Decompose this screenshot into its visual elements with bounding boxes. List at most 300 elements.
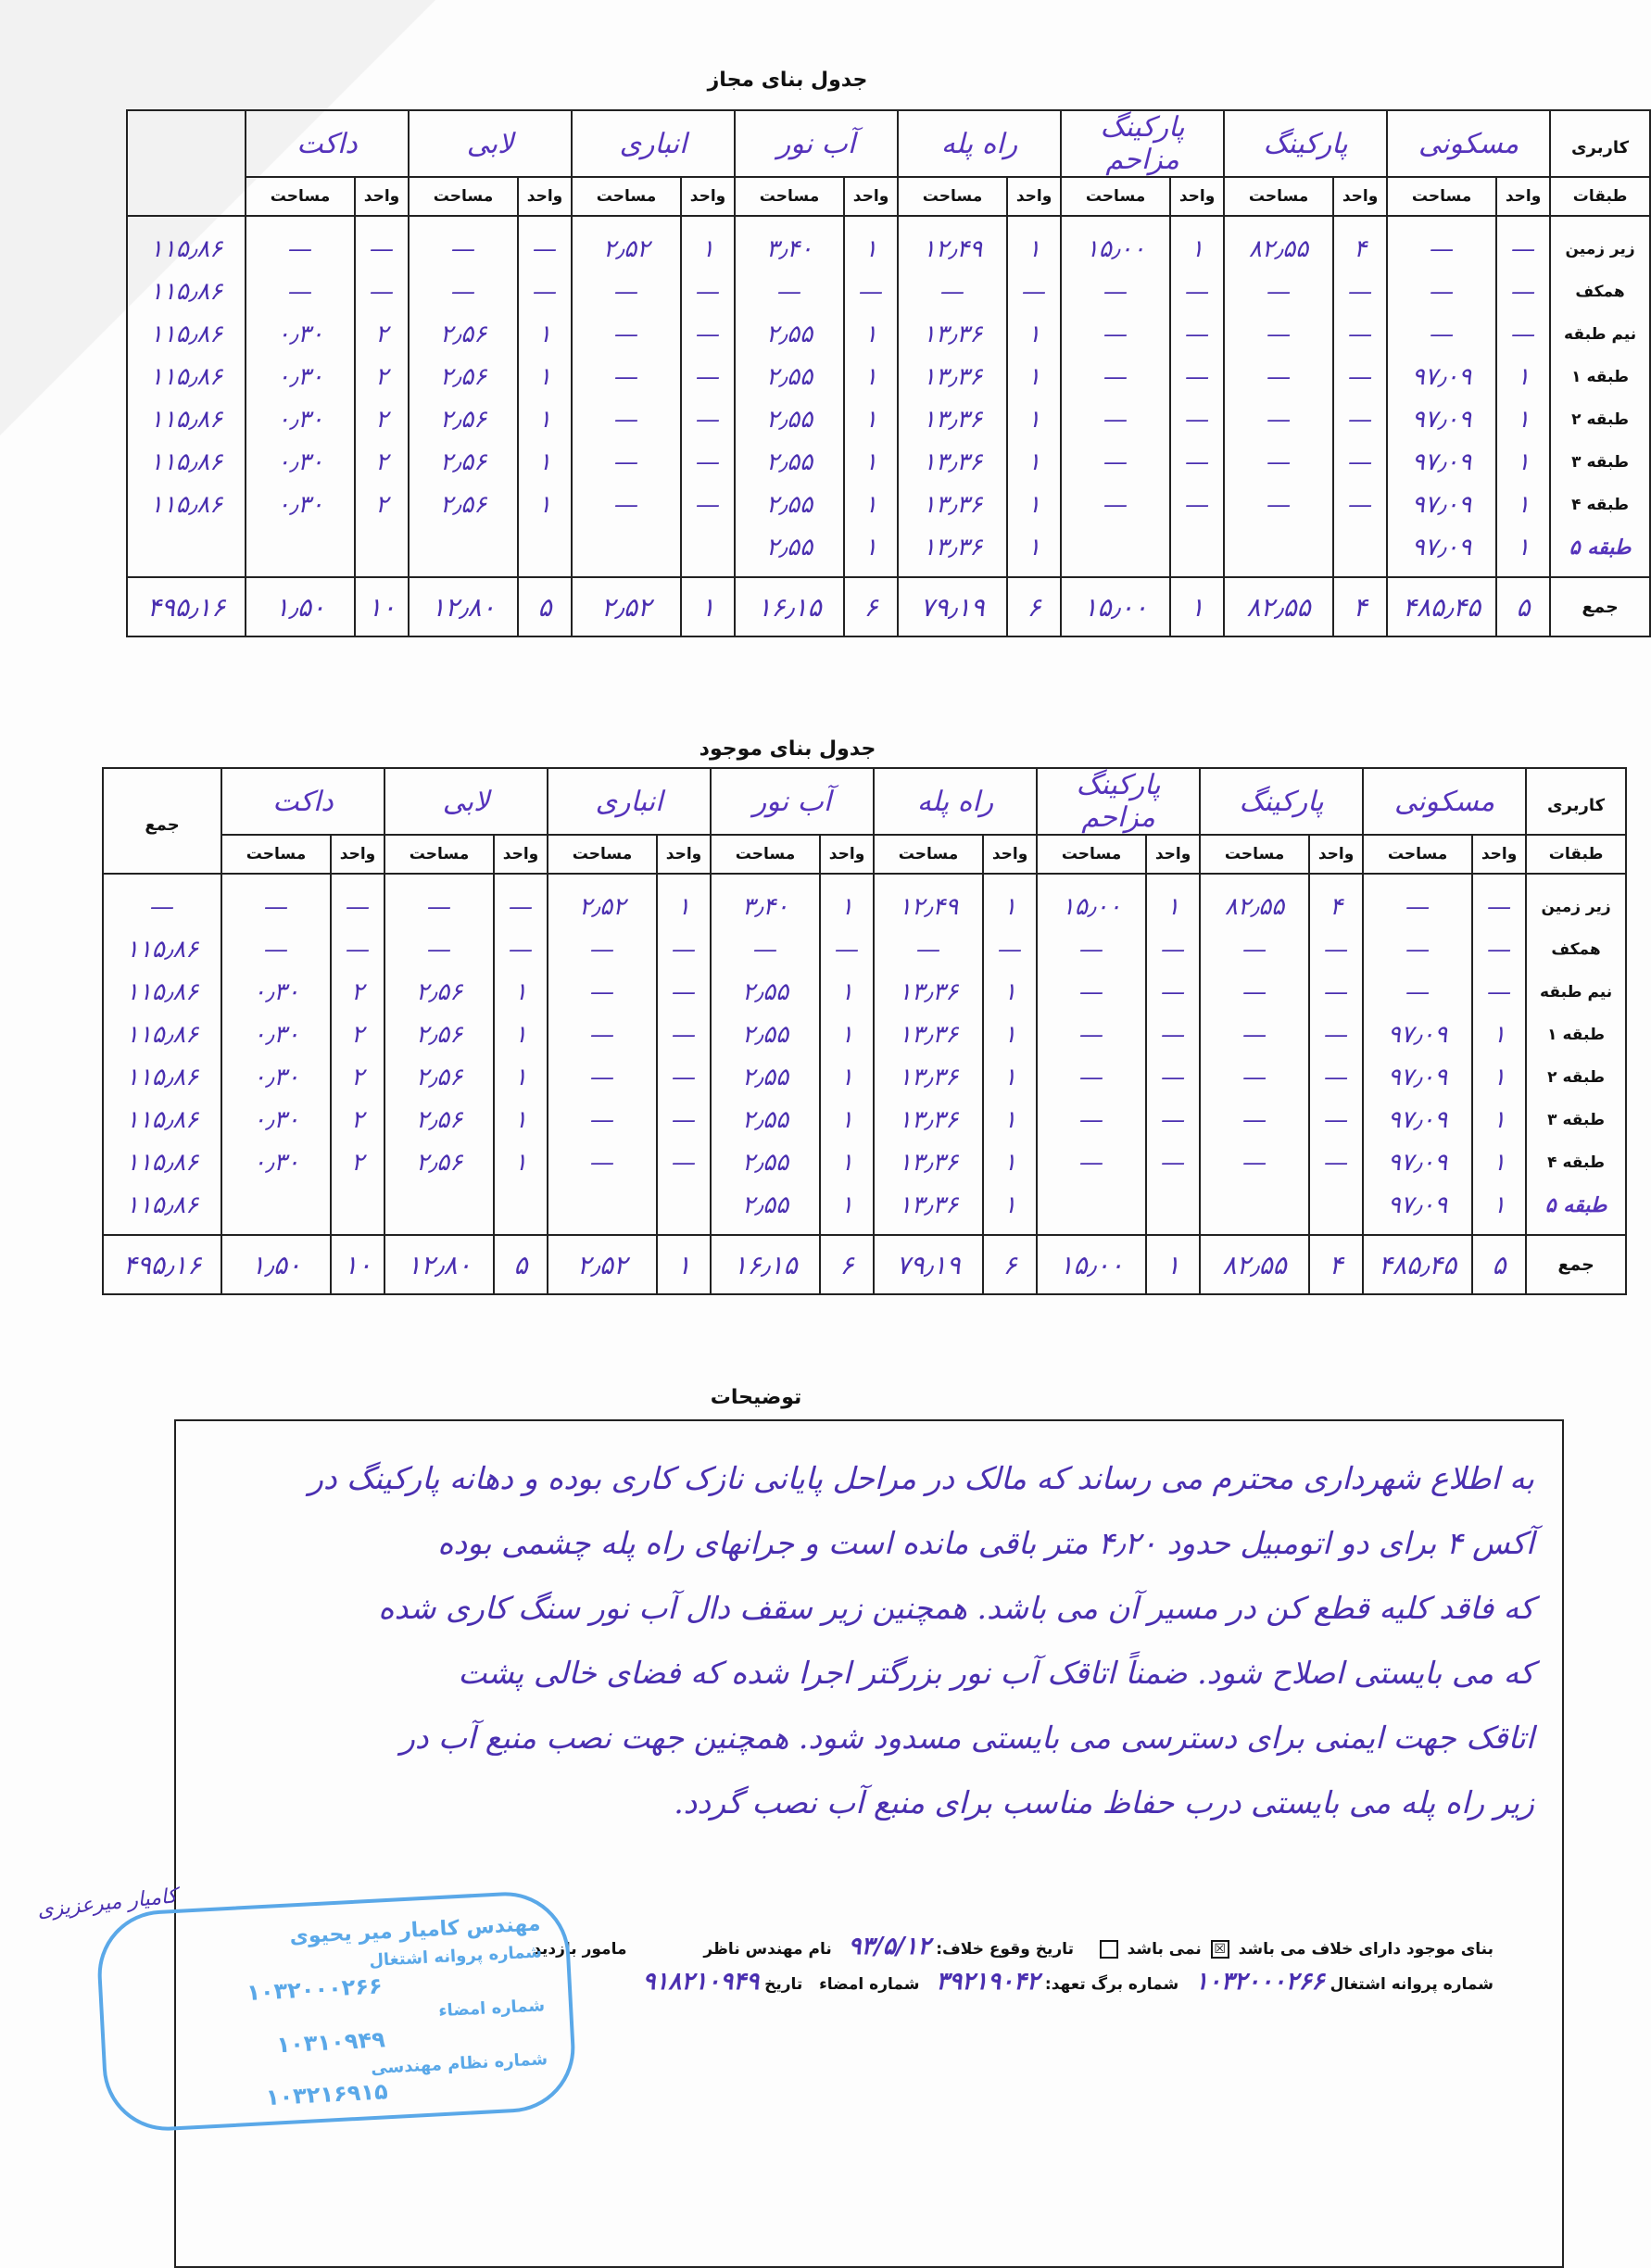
area-value: ۱۳٫۳۶ [922,321,983,348]
unit-subheader: واحد [1007,177,1061,216]
area-value: — [614,363,638,391]
floor-label: طبقه ۵ [1544,1193,1607,1217]
area-value [548,1184,656,1227]
total-value: ۷۹٫۱۹ [874,1235,983,1294]
footer-line-1 [533,1933,1493,1960]
unit-subheader: واحد [494,835,548,874]
unit-value: — [346,893,370,921]
unit-value: — [1511,278,1536,306]
area-value: — [1242,1064,1267,1091]
area-value: — [288,278,312,306]
category-header-stair: راه پله [874,768,1037,835]
area-subheader: مساحت [1387,177,1496,216]
category-header-parking: پارکینگ [1224,110,1387,177]
unit-value [332,1184,384,1227]
unit-value: ۲ [375,491,388,519]
unit-value: ۱ [1493,1149,1506,1177]
unit-value: — [533,278,557,306]
total-value: ۱۵٫۰۰ [1037,1235,1146,1294]
unit-value: — [1511,235,1536,263]
area-subheader: مساحت [1061,177,1170,216]
note-line-6: زیر راه پله می بایستی درب حفاظ مناسب برای منبع آب نصب گردد. [674,1784,1534,1821]
total-value: ۵ [518,577,572,636]
unit-value: ۱ [1191,235,1204,263]
unit-value: ۴ [1330,893,1343,921]
unit-value: — [533,235,557,263]
area-value: ۱۳٫۳۶ [898,1021,959,1049]
note-line-1: به اطلاع شهرداری محترم می رساند که مالک در مراحل پایانی نازک کاری بوده و دهانه پارکینگ در [309,1460,1534,1496]
area-value: — [427,936,451,964]
unit-value: ۱ [1027,406,1041,434]
floors-header: طبقات [1550,177,1650,216]
category-header-maskooni: مسکونی [1387,110,1550,177]
existing-table [102,767,1627,1295]
area-value: ۱۳٫۳۶ [922,406,983,434]
unit-value: — [1022,278,1047,306]
row-sum-value: ۱۱۵٫۸۶ [149,363,223,391]
total-value: ۴ [1333,577,1387,636]
area-value: ۲٫۵۵ [741,1149,789,1177]
unit-value: ۱ [1517,534,1531,561]
row-sum-value: ۱۱۵٫۸۶ [149,235,223,263]
inspector-label: مامور بازدید [533,1940,627,1959]
usage-header: کاربری [1571,137,1630,158]
unit-value: ۱ [840,1064,854,1091]
unit-value: — [859,278,884,306]
area-value: — [916,936,941,964]
violation-no-label: نمی باشد [1127,1940,1202,1959]
area-value: — [1079,1064,1104,1091]
unit-value: ۱ [1166,893,1180,921]
stamp-line-7: ۱۰۳۲۱۶۹۱۵ [265,2078,389,2111]
unit-value [682,526,734,569]
unit-value: ۱ [864,491,878,519]
commitment-sheet-label: شماره برگ تعهد: [1044,1975,1179,1994]
total-value: ۱۶٫۱۵ [735,577,844,636]
note-line-4: که می بایستی اصلاح شود. ضمناً اتاقک آب نور بزرگتر اجرا شده که فضای خالی پشت [458,1655,1534,1691]
unit-subheader: واحد [1333,177,1387,216]
area-value: — [753,936,778,964]
unit-value [1334,526,1386,569]
total-value: ۱۰ [331,1235,384,1294]
total-value: ۸۲٫۵۵ [1224,577,1333,636]
area-value: — [1405,936,1430,964]
area-value: — [1242,1149,1267,1177]
area-value: — [777,278,802,306]
area-value: — [1079,1149,1104,1177]
unit-value [1310,1184,1362,1227]
unit-value: ۱ [840,1021,854,1049]
license-number-value: ۱۰۳۲۰۰۰۲۶۶ [1195,1968,1325,1996]
area-value: ۰٫۳۰ [252,1021,300,1049]
area-value: — [1103,491,1128,519]
unit-value: ۱ [1027,235,1041,263]
unit-value: ۱ [1003,893,1017,921]
unit-value: ۱ [1517,448,1531,476]
unit-subheader: واحد [844,177,898,216]
category-header-mozahem: پارکینگ مزاحم [1061,110,1224,177]
total-value: ۱ [1170,577,1224,636]
stamp-line-4: شماره امضاء [437,1996,546,2022]
unit-value: ۱ [1003,1021,1017,1049]
unit-value [1171,526,1223,569]
area-value: — [614,321,638,348]
stamp-line-2: شماره پروانه اشتغال [368,1942,543,1972]
unit-value: — [1161,1021,1186,1049]
area-value: ۹۷٫۰۹ [1387,1191,1448,1219]
unit-value: ۱ [514,1021,527,1049]
area-subheader: مساحت [735,177,844,216]
area-value: ۲٫۵۶ [415,978,463,1006]
unit-value: ۱ [1493,1191,1506,1219]
stamp-line-5: ۱۰۳۱۰۹۴۹ [275,2026,386,2059]
unit-value: — [346,936,370,964]
unit-value: — [1185,278,1210,306]
floor-label: طبقه ۴ [1547,1153,1605,1172]
total-value: ۵ [1472,1235,1526,1294]
area-value [573,526,680,569]
violation-table-title: جدول بنای مجاز [707,69,868,92]
area-value [222,1184,330,1227]
area-value [1225,526,1332,569]
area-value: ۹۷٫۰۹ [1387,1106,1448,1134]
total-value: ۶ [820,1235,874,1294]
total-value: ۱۶٫۱۵ [711,1235,820,1294]
unit-value: ۲ [375,363,388,391]
area-value: ۹۷٫۰۹ [1387,1064,1448,1091]
unit-value: — [1487,978,1512,1006]
unit-value: ۱ [840,1191,854,1219]
unit-value: ۱ [538,406,551,434]
area-value [246,526,354,569]
row-sum-value: ۱۱۵٫۸۶ [149,406,223,434]
area-value [1038,1184,1145,1227]
unit-value: — [672,1149,697,1177]
total-value: ۱ [681,577,735,636]
row-sum-value: ۱۱۵٫۸۶ [149,321,223,348]
unit-subheader: واحد [1472,835,1526,874]
area-value: ۰٫۳۰ [252,978,300,1006]
area-value: ۰٫۳۰ [276,363,324,391]
unit-subheader: واحد [1146,835,1200,874]
area-value: — [1267,491,1292,519]
area-value: — [1242,978,1267,1006]
area-value: — [1079,936,1104,964]
unit-value: — [696,491,721,519]
unit-value: — [1185,406,1210,434]
area-value: — [1103,363,1128,391]
area-value: — [590,1149,614,1177]
category-header-duct: داکت [221,768,384,835]
area-subheader: مساحت [1037,835,1146,874]
area-value: ۲٫۵۵ [765,448,813,476]
area-subheader: مساحت [1224,177,1333,216]
stamp-line-6: شماره نظام مهندسی [370,2049,548,2079]
unit-value: ۱ [1027,321,1041,348]
area-value: — [264,936,288,964]
area-subheader: مساحت [221,835,331,874]
area-value: — [1405,893,1430,921]
floor-list [1526,874,1626,1235]
area-value: ۲٫۵۶ [439,406,487,434]
area-value: ۱۳٫۳۶ [898,1106,959,1134]
row-sum-value: ۱۱۵٫۸۶ [125,1021,199,1049]
area-value: — [1242,1021,1267,1049]
unit-value: — [1324,978,1349,1006]
unit-value: ۱ [1003,1106,1017,1134]
area-subheader: مساحت [711,835,820,874]
unit-value: — [1348,321,1373,348]
area-value: ۲٫۵۶ [415,1064,463,1091]
area-value: ۲٫۵۵ [765,406,813,434]
total-label: جمع [1526,1235,1626,1294]
area-value: — [288,235,312,263]
unit-value: — [1487,936,1512,964]
unit-value: ۱ [1003,1191,1017,1219]
unit-value: — [1348,363,1373,391]
stamp-line-3: ۱۰۳۲۰۰۰۲۶۶ [246,1972,384,2007]
area-value: ۲٫۵۵ [741,1021,789,1049]
unit-value: ۱ [538,491,551,519]
unit-value: — [1161,936,1186,964]
unit-value: — [696,406,721,434]
violation-exists-label: بنای موجود دارای خلاف می باشد [1238,1940,1493,1959]
area-value [385,1184,493,1227]
category-header-parking: پارکینگ [1200,768,1363,835]
unit-value: ۱ [864,321,878,348]
category-header-duct: داکت [246,110,409,177]
area-value: ۹۷٫۰۹ [1411,406,1472,434]
unit-value [519,526,571,569]
area-value: — [940,278,965,306]
floors-header: طبقات [1526,835,1626,874]
category-header-storage: انباری [548,768,711,835]
total-value: ۵ [1496,577,1550,636]
area-value: — [614,278,638,306]
floor-label: نیم طبقه [1540,983,1613,1002]
area-subheader: مساحت [572,177,681,216]
area-value: — [1242,1106,1267,1134]
unit-subheader: واحد [355,177,409,216]
note-line-3: که فاقد کلیه قطع کن در مسیر آن می باشد. همچنین زیر سقف دال آب نور سنگ کاری شده [378,1590,1534,1626]
total-value: ۵ [494,1235,548,1294]
area-value: — [590,1064,614,1091]
row-sum-value: ۱۱۵٫۸۶ [149,491,223,519]
area-subheader: مساحت [548,835,657,874]
unit-value: — [1348,406,1373,434]
notes-title: توضیحات [710,1386,802,1409]
unit-value: — [1324,1106,1349,1134]
area-value: ۲٫۵۶ [415,1149,463,1177]
area-value: — [1267,321,1292,348]
total-value: ۶ [1007,577,1061,636]
unit-value: ۱ [840,893,854,921]
inspector-signature: کامیار میرعزیزی [36,1884,179,1922]
area-value: — [264,893,288,921]
floor-label: طبقه ۲ [1547,1068,1605,1087]
violation-no-checkbox[interactable] [1100,1940,1118,1959]
area-value: ۰٫۳۰ [276,491,324,519]
total-value: ۸۲٫۵۵ [1200,1235,1309,1294]
unit-value: ۱ [1003,1064,1017,1091]
area-value: — [590,1021,614,1049]
unit-value: — [1161,1064,1186,1091]
violation-yes-checkbox[interactable]: ☒ [1211,1940,1229,1959]
violation-date-value: ۹۳/۵/۱۲ [848,1933,931,1960]
violation-date-label: تاریخ وقوع خلاف: [936,1940,1074,1959]
unit-value: ۱ [538,448,551,476]
unit-value: ۱ [864,534,878,561]
unit-value: — [1324,1021,1349,1049]
unit-subheader: واحد [983,835,1037,874]
footer-line-2 [642,1968,1493,1996]
area-value: — [614,491,638,519]
category-header-light: آب نور [735,110,898,177]
row-sum-value: ۱۱۵٫۸۶ [149,278,223,306]
area-value: ۱۲٫۴۹ [922,235,983,263]
unit-subheader: واحد [1309,835,1363,874]
total-value: ۶ [983,1235,1037,1294]
unit-value: — [1185,363,1210,391]
category-header-mozahem: پارکینگ مزاحم [1037,768,1200,835]
floor-label: طبقه ۳ [1547,1111,1605,1129]
unit-value: ۱ [1517,406,1531,434]
area-value: ۹۷٫۰۹ [1387,1021,1448,1049]
area-value: ۲٫۵۲ [602,235,650,263]
note-line-5: اتاقک جهت ایمنی برای دسترسی می بایستی مسدود شود. همچنین جهت نصب منبع آب در [399,1720,1534,1756]
area-value: ۲٫۵۶ [439,491,487,519]
unit-value: ۱ [1027,534,1041,561]
total-value: ۲٫۵۲ [548,1235,657,1294]
violation-table [126,109,1651,637]
area-value: ۲٫۵۵ [765,491,813,519]
floor-label: همکف [1575,283,1625,301]
floor-label: طبقه ۵ [1569,536,1632,560]
unit-value: — [672,1106,697,1134]
area-value: ۹۷٫۰۹ [1387,1149,1448,1177]
unit-subheader: واحد [1170,177,1224,216]
unit-value: ۱ [677,893,690,921]
unit-value: — [1161,1106,1186,1134]
row-sum-value: ۱۱۵٫۸۶ [125,1191,199,1219]
area-value: — [1267,278,1292,306]
unit-value: — [1511,321,1536,348]
area-value: ۲٫۵۵ [765,321,813,348]
floor-label: زیر زمین [1565,240,1635,258]
unit-value: — [509,893,533,921]
area-value: — [451,235,475,263]
area-value: ۳٫۴۰ [765,235,813,263]
total-value: ۱٫۵۰ [221,1235,331,1294]
area-value: ۲٫۵۶ [439,448,487,476]
date-label: تاریخ [764,1975,803,1994]
unit-value: ۱ [840,978,854,1006]
area-value: — [1242,936,1267,964]
unit-value: — [1348,278,1373,306]
total-value: ۴۸۵٫۴۵ [1387,577,1496,636]
area-value: ۲٫۵۵ [741,978,789,1006]
unit-value: ۲ [351,1064,364,1091]
floor-label: همکف [1551,940,1601,959]
area-value: ۱۳٫۳۶ [922,491,983,519]
unit-value: ۱ [864,363,878,391]
unit-value: — [672,978,697,1006]
area-value: — [1430,235,1455,263]
unit-value: ۲ [375,448,388,476]
area-value: ۱۳٫۳۶ [922,363,983,391]
total-value: ۱۵٫۰۰ [1061,577,1170,636]
row-sum-value: ۱۱۵٫۸۶ [125,1064,199,1091]
unit-value: — [672,1064,697,1091]
unit-value: ۱ [1517,491,1531,519]
area-value: — [590,936,614,964]
area-value: — [1267,363,1292,391]
area-value: ۱۳٫۳۶ [898,978,959,1006]
unit-value: ۱ [1003,1149,1017,1177]
unit-value: ۱ [514,978,527,1006]
area-value: ۸۲٫۵۵ [1248,235,1309,263]
unit-value: — [1348,448,1373,476]
area-subheader: مساحت [1363,835,1472,874]
category-header-stair: راه پله [898,110,1061,177]
area-value: ۹۷٫۰۹ [1411,448,1472,476]
unit-value: — [1161,1149,1186,1177]
category-header-light: آب نور [711,768,874,835]
area-value: — [1405,978,1430,1006]
row-sum-value: ۱۱۵٫۸۶ [125,1106,199,1134]
unit-value: — [1348,491,1373,519]
unit-value: ۱ [514,1106,527,1134]
area-value: ۱۳٫۳۶ [898,1149,959,1177]
unit-value: ۲ [351,1149,364,1177]
area-value: — [1267,406,1292,434]
area-subheader: مساحت [898,177,1007,216]
floor-label: طبقه ۲ [1571,410,1629,429]
unit-value: — [1185,321,1210,348]
total-value: ۱۲٫۸۰ [409,577,518,636]
area-value: — [590,978,614,1006]
usage-header: کاربری [1547,795,1606,815]
area-value: ۲٫۵۵ [741,1191,789,1219]
unit-value: — [1185,491,1210,519]
unit-value: — [672,936,697,964]
area-value: ۹۷٫۰۹ [1411,534,1472,561]
date-value: ۹۱۸۲۱۰۹۴۹ [642,1968,760,1996]
area-value: ۱۳٫۳۶ [898,1064,959,1091]
area-value: — [1430,278,1455,306]
unit-value: ۱ [1027,363,1041,391]
unit-value: — [696,278,721,306]
total-value: ۱ [1146,1235,1200,1294]
area-value: ۱۵٫۰۰ [1085,235,1146,263]
unit-value: ۱ [1027,448,1041,476]
area-value: — [1430,321,1455,348]
row-sum-value: ۱۱۵٫۸۶ [125,936,199,964]
category-header-lobby: لابی [409,110,572,177]
area-subheader: مساحت [409,177,518,216]
stamp-line-1: مهندس کامیار میر یحیوی [288,1912,542,1949]
area-value [1062,526,1169,569]
area-value: — [1103,448,1128,476]
area-value: — [614,448,638,476]
area-value: — [1079,1106,1104,1134]
area-subheader: مساحت [384,835,494,874]
unit-value: — [1487,893,1512,921]
total-value: ۴۹۵٫۱۶ [127,577,246,636]
unit-value: ۱ [1493,1064,1506,1091]
area-value: ۱۳٫۳۶ [898,1191,959,1219]
unit-subheader: واحد [681,177,735,216]
